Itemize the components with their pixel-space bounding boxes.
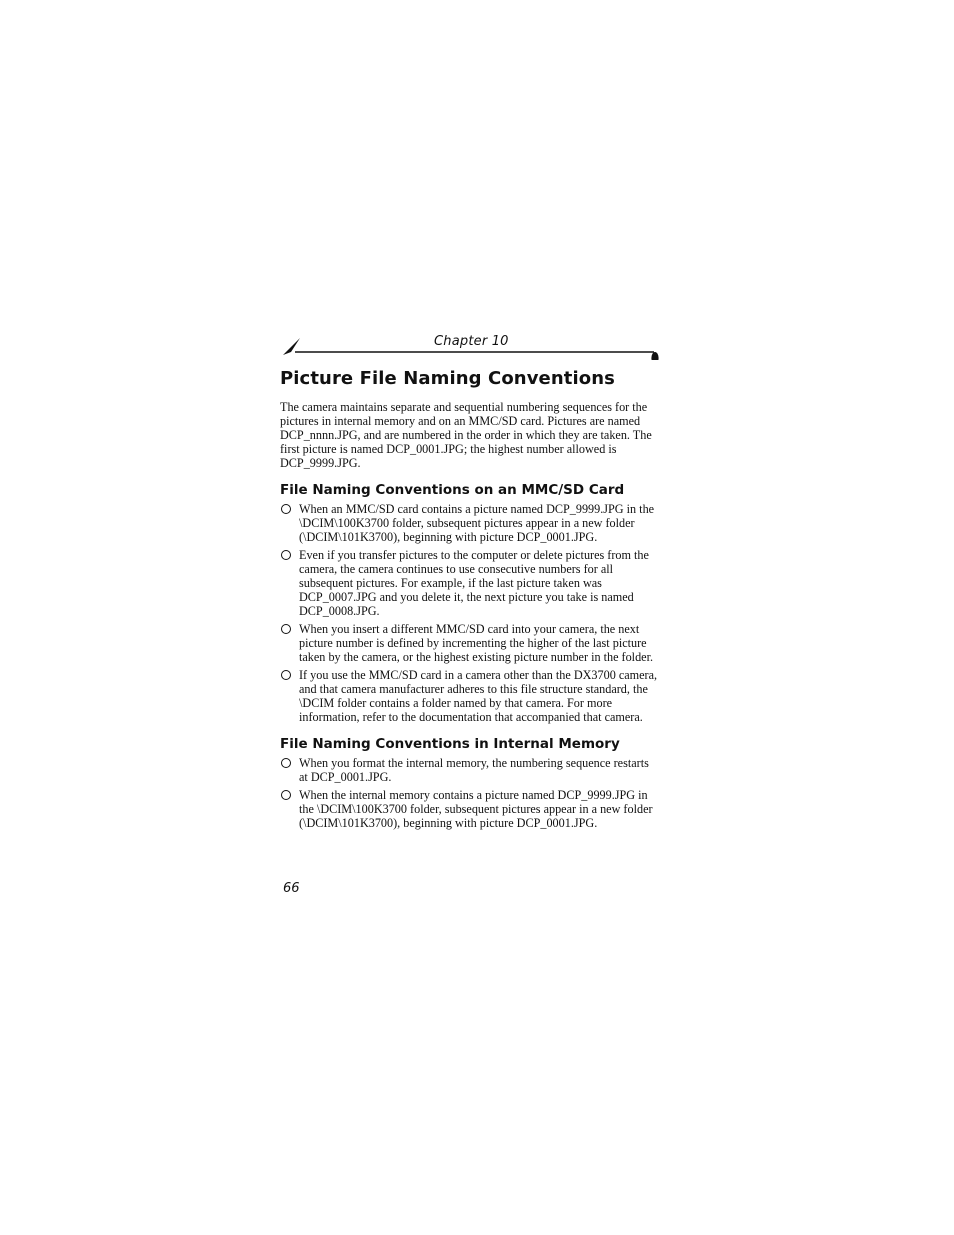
- internal-memory-bullet-list: [280, 756, 660, 830]
- list-item-text: When you insert a different MMC/SD card into your camera, the next picture number is defined by incrementing the higher of the last picture taken by the camera, or the highest existing picture number in the folder.: [299, 622, 654, 664]
- list-item: [280, 756, 659, 784]
- circle-bullet-icon: [281, 670, 291, 680]
- circle-bullet-icon: [281, 790, 291, 800]
- circle-bullet-icon: [281, 758, 291, 768]
- circle-bullet-icon: [281, 504, 291, 514]
- list-item-text: If you use the MMC/SD card in a camera other than the DX3700 camera, and that camera manufacturer adheres to this file structure standard, the \DCIM folder contains a folder named by that camera. For more information, refer to the documentation that accompanied that camera.: [299, 668, 658, 724]
- list-item-text: When an MMC/SD card contains a picture named DCP_9999.JPG in the \DCIM\100K3700 folder, subsequent pictures appear in a new folder (\DCIM\101K3700), beginning with picture DCP_0001.JPG.: [299, 502, 655, 544]
- chapter-label: Chapter 10: [434, 334, 509, 349]
- list-item: [280, 622, 659, 664]
- section-heading-internal-memory: File Naming Conventions in Internal Memory: [280, 736, 620, 752]
- page-number: 66: [283, 881, 300, 896]
- list-item-text: Even if you transfer pictures to the computer or delete pictures from the camera, the camera continues to use consecutive numbers for all subsequent pictures. For example, if the last picture taken was DCP_0007.JPG and you delete it, the next picture you take is named DCP_0008.JPG.: [299, 548, 649, 618]
- section-heading-mmc-sd: File Naming Conventions on an MMC/SD Card: [280, 482, 625, 498]
- list-item: [280, 668, 659, 724]
- list-item: [280, 548, 659, 618]
- list-item: [280, 502, 659, 544]
- list-item: [280, 788, 659, 830]
- mmc-sd-bullet-list: [280, 502, 660, 724]
- list-item-text: When you format the internal memory, the numbering sequence restarts at DCP_0001.JPG.: [299, 756, 649, 784]
- page-title: Picture File Naming Conventions: [280, 368, 615, 389]
- circle-bullet-icon: [281, 550, 291, 560]
- document-page: [280, 330, 660, 834]
- intro-paragraph: The camera maintains separate and sequential numbering sequences for the pictures in internal memory and on an MMC/SD card. Pictures are named DCP_nnnn.JPG, and are numbered in the order in which they are taken. The first picture is named DCP_0001.JPG; the highest number allowed is DCP_9999.JPG.: [280, 400, 652, 470]
- circle-bullet-icon: [281, 624, 291, 634]
- chapter-header: [280, 330, 660, 358]
- list-item-text: When the internal memory contains a picture named DCP_9999.JPG in the \DCIM\100K3700 folder, subsequent pictures appear in a new folder (\DCIM\101K3700), beginning with picture DCP_0001.JPG.: [299, 788, 653, 830]
